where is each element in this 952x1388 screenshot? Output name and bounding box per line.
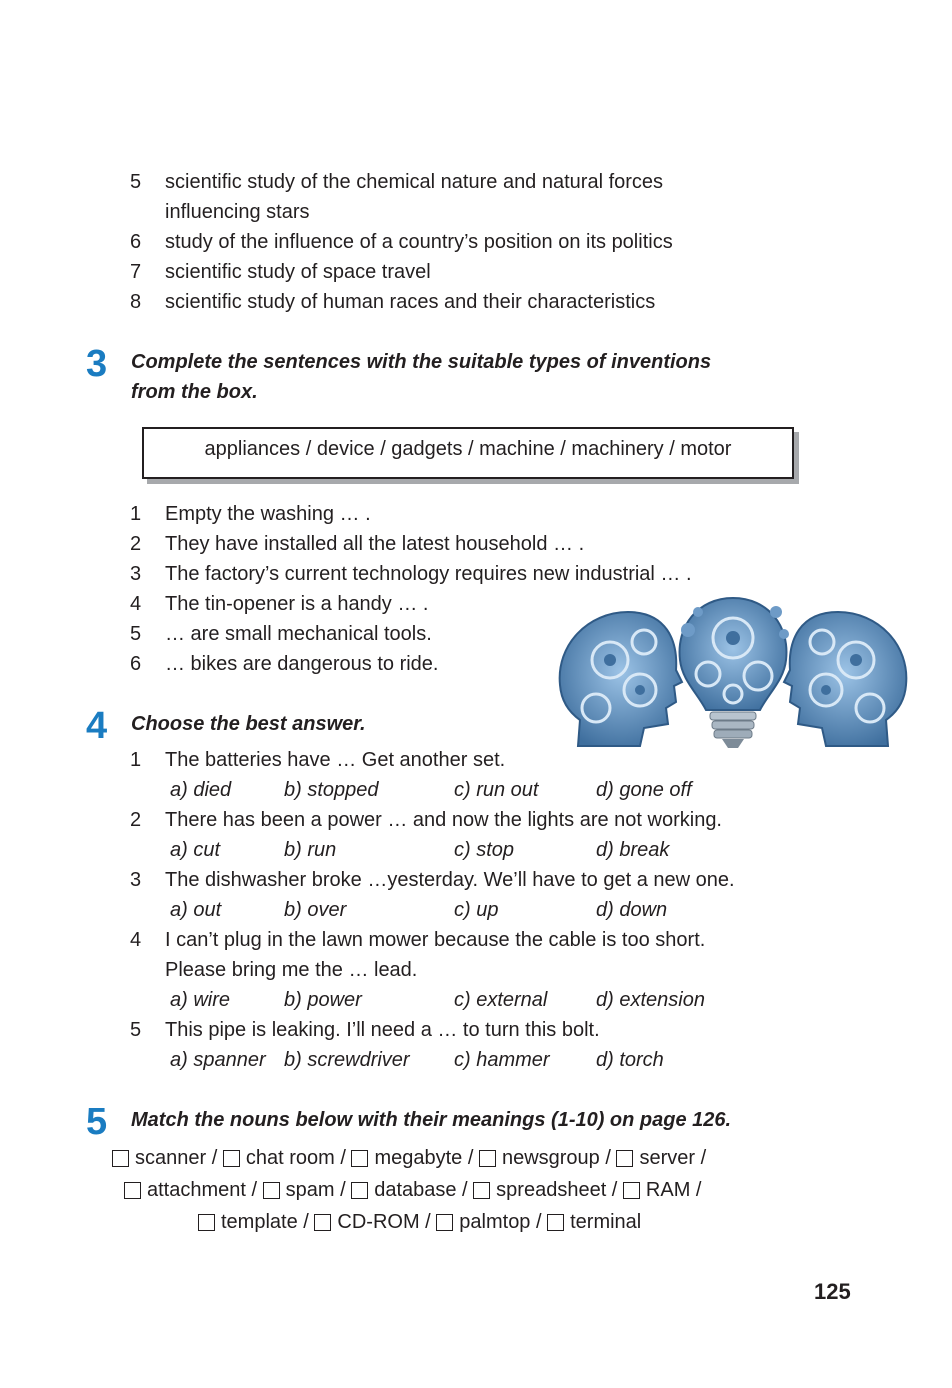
word-label: CD-ROM — [337, 1211, 420, 1233]
word-label: attachment — [147, 1179, 246, 1201]
separator: / — [462, 1147, 479, 1169]
item-number: 5 — [130, 623, 142, 645]
item-number: 4 — [130, 593, 142, 615]
item-text: scientific study of the chemical nature and natural forces — [165, 171, 664, 193]
exercise-4-number: 4 — [86, 705, 108, 747]
item-number: 4 — [130, 929, 142, 951]
checkbox[interactable] — [436, 1214, 453, 1231]
item-text: This pipe is leaking. I’ll need a … to turn this bolt. — [165, 1019, 600, 1041]
page-number: 125 — [814, 1279, 851, 1304]
answer-option[interactable]: c) run out — [454, 779, 539, 801]
checkbox[interactable] — [351, 1150, 368, 1167]
item-number: 1 — [130, 503, 142, 525]
item-text: There has been a power … and now the lights are not working. — [165, 809, 722, 831]
word-label: database — [374, 1179, 457, 1201]
item-text: … bikes are dangerous to ride. — [165, 653, 439, 675]
answer-option[interactable]: d) torch — [596, 1049, 664, 1071]
answer-option[interactable]: b) power — [284, 989, 362, 1011]
item-number: 2 — [130, 809, 142, 831]
exercise-5-number: 5 — [86, 1101, 108, 1143]
separator: / — [599, 1147, 617, 1169]
word-label: megabyte — [374, 1147, 463, 1169]
checkbox[interactable] — [473, 1182, 490, 1199]
item-text: study of the influence of a country’s position on its politics — [165, 231, 673, 253]
answer-option[interactable]: a) out — [170, 899, 222, 921]
exercise-4-title: Choose the best answer. — [131, 713, 366, 735]
checkbox[interactable] — [479, 1150, 496, 1167]
word-row — [198, 1206, 641, 1238]
checkbox[interactable] — [616, 1150, 633, 1167]
item-number: 3 — [130, 869, 142, 891]
word-label: server — [639, 1147, 696, 1169]
answer-option[interactable]: c) hammer — [454, 1049, 550, 1071]
exercise-3-title-line-1: Complete the sentences with the suitable types of inventions — [131, 351, 712, 373]
answer-option[interactable]: d) down — [596, 899, 668, 921]
checkbox[interactable] — [198, 1214, 215, 1231]
item-text: I can’t plug in the lawn mower because the cable is too short. — [165, 929, 706, 951]
answer-option[interactable]: c) external — [454, 989, 548, 1011]
separator: / — [690, 1179, 702, 1201]
separator: / — [297, 1211, 315, 1233]
word-row — [124, 1174, 702, 1206]
item-number: 1 — [130, 749, 142, 771]
checkbox[interactable] — [314, 1214, 331, 1231]
answer-option[interactable]: d) extension — [596, 989, 705, 1011]
separator: / — [245, 1179, 263, 1201]
separator: / — [456, 1179, 474, 1201]
item-text: The batteries have … Get another set. — [165, 749, 506, 771]
word-label: scanner — [135, 1147, 207, 1169]
checkbox[interactable] — [124, 1182, 141, 1199]
checkbox[interactable] — [351, 1182, 368, 1199]
item-text: They have installed all the latest household … . — [165, 533, 585, 555]
separator: / — [334, 1179, 352, 1201]
word-label: chat room — [245, 1147, 335, 1169]
answer-option[interactable]: c) up — [454, 899, 499, 921]
word-label: terminal — [570, 1211, 642, 1233]
item-text-continued: Please bring me the … lead. — [165, 959, 418, 981]
item-text: Empty the washing … . — [165, 503, 371, 525]
checkbox[interactable] — [623, 1182, 640, 1199]
word-label: spam — [285, 1179, 335, 1201]
item-text: The dishwasher broke …yesterday. We’ll have to get a new one. — [165, 869, 735, 891]
word-box: appliances / device / gadgets / machine / machinery / motor — [142, 427, 794, 479]
separator: / — [334, 1147, 352, 1169]
item-number: 6 — [130, 653, 142, 675]
answer-option[interactable]: a) wire — [170, 989, 231, 1011]
separator: / — [419, 1211, 437, 1233]
word-label: newsgroup — [501, 1147, 600, 1169]
item-number: 5 — [130, 171, 142, 193]
word-label: RAM — [645, 1179, 691, 1201]
item-number: 6 — [130, 231, 142, 253]
item-text: The tin-opener is a handy … . — [165, 593, 429, 615]
checkbox[interactable] — [223, 1150, 240, 1167]
exercise-3-number: 3 — [86, 343, 108, 385]
separator: / — [530, 1211, 548, 1233]
item-text: The factory’s current technology requires new industrial … . — [165, 563, 692, 585]
item-number: 8 — [130, 291, 142, 313]
checkbox[interactable] — [547, 1214, 564, 1231]
word-label: palmtop — [459, 1211, 531, 1233]
separator: / — [206, 1147, 223, 1169]
item-number: 2 — [130, 533, 142, 555]
item-number: 7 — [130, 261, 142, 283]
answer-option[interactable]: b) run — [284, 839, 337, 861]
answer-option[interactable]: b) stopped — [284, 779, 379, 801]
word-label: spreadsheet — [496, 1179, 607, 1201]
item-text: scientific study of space travel — [165, 261, 431, 283]
item-text: scientific study of human races and their characteristics — [165, 291, 656, 313]
gear-heads-lightbulb-illustration — [548, 590, 918, 758]
separator: / — [606, 1179, 623, 1201]
word-label: template — [221, 1211, 298, 1233]
exercise-3-title-line-2: from the box. — [131, 381, 258, 403]
item-text: … are small mechanical tools. — [165, 623, 432, 645]
answer-option[interactable]: a) died — [170, 779, 232, 801]
answer-option[interactable]: d) gone off — [596, 779, 692, 801]
answer-option[interactable]: a) cut — [170, 839, 221, 861]
item-number: 3 — [130, 563, 142, 585]
checkbox[interactable] — [263, 1182, 280, 1199]
answer-option[interactable]: c) stop — [454, 839, 515, 861]
separator: / — [695, 1147, 707, 1169]
checkbox[interactable] — [112, 1150, 129, 1167]
answer-option[interactable]: d) break — [596, 839, 670, 861]
item-text-continued: influencing stars — [165, 201, 310, 223]
answer-option[interactable]: b) over — [284, 899, 347, 921]
answer-option[interactable]: a) spanner — [170, 1049, 266, 1071]
word-row — [112, 1142, 706, 1174]
answer-option[interactable]: b) screwdriver — [284, 1049, 410, 1071]
exercise-5-title: Match the nouns below with their meanings (1-10) on page 126. — [131, 1109, 732, 1131]
item-number: 5 — [130, 1019, 142, 1041]
